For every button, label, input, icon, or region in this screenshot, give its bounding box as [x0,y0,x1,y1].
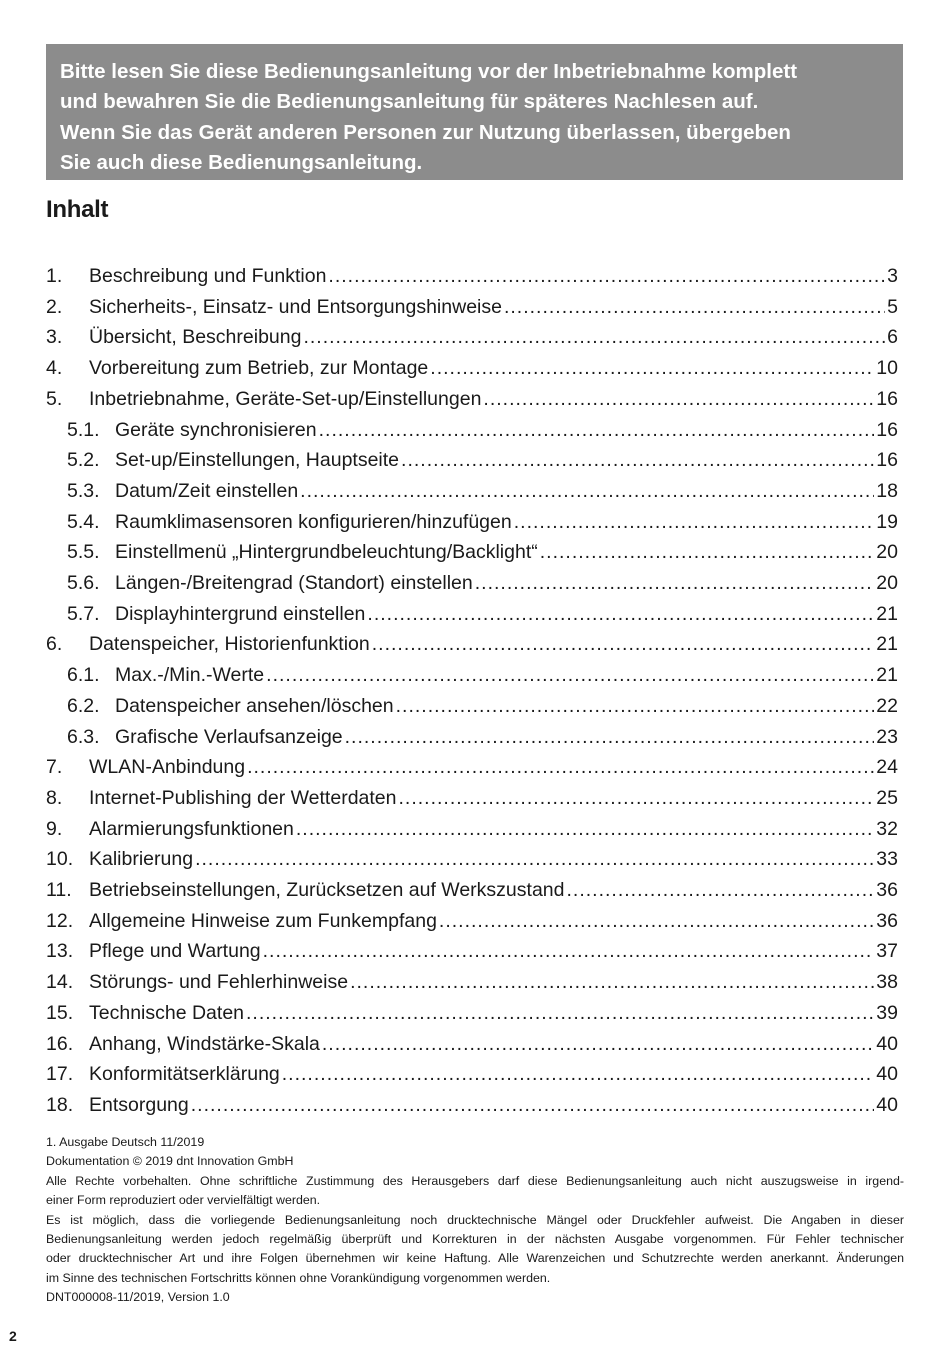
toc-entry-title: Allgemeine Hinweise zum Funkempfang [89,909,437,932]
toc-entry-number: 9. [46,817,63,840]
toc-entry-page: 40 [876,1063,898,1086]
notice-line: und bewahren Sie die Bedienungsanleitung für späteres Nachlesen auf. [60,90,759,114]
reading-notice-box [46,44,903,180]
toc-entry-page: 33 [876,848,898,871]
toc-leader-dots [399,783,875,814]
toc-entry-number: 5.4. [67,510,100,533]
disclaimer-text: oder drucktechnischer Art und ihre Folgen übernehmen wir keine Haftung. Alle Warenzeichen und Schutzrechte werden anerkannt. Änderungen [46,1251,904,1266]
toc-entry-page: 18 [876,479,898,502]
toc-entry-page: 10 [876,357,898,380]
toc-leader-dots [263,936,875,967]
toc-entry-number: 16. [46,1032,74,1055]
toc-entry-page: 23 [876,725,898,748]
disclaimer-text: im Sinne des technischen Fortschritts können ohne Vorankündigung vorgenommen werden. [46,1270,551,1285]
toc-leader-dots [439,906,874,937]
toc-entry-title: Alarmierungsfunktionen [89,817,294,840]
toc-entry-page: 5 [887,295,898,318]
toc-entry-number: 12. [46,909,74,932]
toc-leader-dots [322,1029,874,1060]
toc-entry-title: Beschreibung und Funktion [89,265,327,287]
toc-entry-number: 13. [46,940,74,963]
toc-entry-title: Einstellmenü „Hintergrundbeleuchtung/Backlight“ [115,541,538,564]
toc-entry-page: 20 [876,572,898,594]
toc-entry-number: 5. [46,387,63,410]
toc-entry-number: 5.1. [67,418,100,441]
toc-leader-dots [483,384,874,415]
toc-entry-title: Internet-Publishing der Wetterdaten [89,786,397,809]
toc-entry[interactable] [0,814,950,845]
toc-entry-page: 20 [876,541,898,564]
toc-entry-title: WLAN-Anbindung [89,756,246,779]
toc-leader-dots [328,261,885,292]
toc-entry-page: 21 [876,633,898,656]
toc-entry-number: 10. [46,848,74,871]
toc-entry-number: 18. [46,1093,74,1116]
toc-entry-title: Technische Daten [89,1001,245,1024]
toc-leader-dots [303,322,885,353]
toc-leader-dots [300,476,874,507]
toc-entry-title: Datenspeicher ansehen/löschen [115,694,394,717]
toc-entry[interactable] [0,384,950,415]
disclaimer-text: Bedienungsanleitung werden jedoch regelmäßig überprüft und Korrekturen in der nächsten Ausgabe vorgenommen. Für Fehler technischer [46,1232,904,1247]
toc-entry-title: Max.-/Min.-Werte [115,664,265,687]
toc-entry-title: Störungs- und Fehlerhinweise [89,971,349,994]
toc-entry-number: 6.3. [67,725,100,748]
toc-leader-dots [504,292,885,323]
toc-entry[interactable] [0,353,950,384]
toc-entry[interactable] [0,936,950,967]
toc-entry-number: 8. [46,786,63,809]
toc-entry-page: 19 [876,510,898,533]
toc-leader-dots [191,1090,875,1121]
notice-line: Sie auch diese Bedienungsanleitung. [60,151,423,175]
toc-entry[interactable] [0,415,950,446]
toc-entry-page: 21 [876,664,898,687]
toc-entry-title: Pflege und Wartung [89,940,261,963]
toc-leader-dots [401,445,874,476]
toc-leader-dots [195,844,874,875]
toc-entry[interactable] [0,322,950,353]
toc-entry[interactable] [0,752,950,783]
document-id: DNT000008-11/2019, Version 1.0 [46,1290,230,1305]
toc-entry-page: 3 [887,265,898,287]
toc-entry[interactable] [0,722,950,753]
toc-entry-page: 40 [876,1093,898,1116]
toc-entry[interactable] [0,875,950,906]
toc-entry[interactable] [0,783,950,814]
toc-leader-dots [396,691,875,722]
imprint-footer [46,1133,904,1308]
toc-leader-dots [367,599,874,630]
toc-entry[interactable] [0,906,950,937]
toc-entry-title: Datenspeicher, Historienfunktion [89,633,370,656]
toc-entry-number: 14. [46,971,74,994]
toc-entry[interactable] [0,568,950,599]
toc-entry[interactable] [0,261,950,292]
toc-entry-page: 16 [876,418,898,441]
toc-leader-dots [475,568,875,599]
toc-entry-number: 2. [46,295,63,318]
toc-entry-number: 17. [46,1063,74,1086]
toc-entry[interactable] [0,445,950,476]
toc-entry-title: Displayhintergrund einstellen [115,602,366,625]
toc-entry[interactable] [0,537,950,568]
toc-entry-number: 15. [46,1001,74,1024]
toc-entry-title: Inbetriebnahme, Geräte-Set-up/Einstellungen [89,387,482,410]
toc-leader-dots [350,967,874,998]
toc-entry[interactable] [0,476,950,507]
toc-entry-number: 6.2. [67,694,100,717]
toc-entry[interactable] [0,1029,950,1060]
toc-entry-number: 11. [46,879,72,901]
toc-entry-title: Geräte synchronisieren [115,418,317,441]
contents-heading: Inhalt [46,196,109,223]
toc-entry-title: Längen-/Breitengrad (Standort) einstellen [115,572,473,594]
notice-line: Bitte lesen Sie diese Bedienungsanleitung vor der Inbetriebnahme komplett [60,60,798,83]
toc-leader-dots [296,814,874,845]
toc-entry-title: Datum/Zeit einstellen [115,479,299,502]
disclaimer-text: Es ist möglich, dass die vorliegende Bedienungsanleitung noch drucktechnische Mängel oder Druckfehler aufweist. Die Angaben in dieser [46,1212,904,1227]
toc-entry-number: 1. [46,265,63,287]
toc-entry[interactable] [0,292,950,323]
toc-leader-dots [266,660,874,691]
toc-entry-title: Konformitätserklärung [89,1063,280,1086]
toc-entry-number: 5.3. [67,479,100,502]
toc-entry[interactable] [0,629,950,660]
toc-entry-title: Vorbereitung zum Betrieb, zur Montage [89,357,429,380]
toc-entry[interactable] [0,660,950,691]
rights-text: Alle Rechte vorbehalten. Ohne schriftliche Zustimmung des Herausgebers darf diese Bedienungsanleitung auch nicht auszugsweise in irgend- [46,1173,904,1188]
toc-entry-page: 38 [876,971,898,994]
toc-entry-page: 39 [876,1001,898,1024]
toc-entry-title: Entsorgung [89,1093,189,1116]
toc-entry-number: 5.5. [67,541,100,564]
toc-entry-page: 22 [876,694,898,717]
toc-entry-page: 25 [876,786,898,809]
toc-entry-number: 5.7. [67,602,100,625]
edition-text: 1. Ausgabe Deutsch 11/2019 [46,1135,205,1149]
toc-leader-dots [514,507,875,538]
toc-entry-title: Raumklimasensoren konfigurieren/hinzufügen [115,510,512,533]
toc-leader-dots [566,875,874,906]
toc-entry-number: 5.2. [67,449,100,472]
toc-leader-dots [246,998,874,1029]
toc-entry-page: 6 [887,326,898,349]
toc-entry-number: 3. [46,326,63,349]
toc-entry-title: Betriebseinstellungen, Zurücksetzen auf Werkszustand [89,879,565,901]
toc-entry-title: Set-up/Einstellungen, Hauptseite [115,449,400,472]
copyright-text: Dokumentation © 2019 dnt Innovation GmbH [46,1154,294,1169]
toc-leader-dots [282,1059,875,1090]
toc-entry-number: 4. [46,357,63,380]
toc-entry-number: 6. [46,633,63,656]
toc-entry[interactable] [0,1090,950,1121]
toc-entry-page: 24 [876,756,898,779]
toc-entry-title: Kalibrierung [89,848,194,871]
toc-leader-dots [247,752,874,783]
toc-entry-number: 7. [46,756,63,779]
toc-leader-dots [345,722,875,753]
toc-entry[interactable] [0,998,950,1029]
toc-entry[interactable] [0,599,950,630]
toc-entry-page: 36 [876,909,898,932]
toc-entry[interactable] [0,507,950,538]
toc-entry-page: 21 [876,602,898,625]
toc-entry-page: 37 [876,940,898,963]
rights-text: einer Form reproduziert oder vervielfältigt werden. [46,1193,321,1208]
toc-entry-page: 16 [876,449,898,472]
toc-entry[interactable] [0,967,950,998]
toc-entry-page: 40 [876,1032,898,1055]
toc-entry[interactable] [0,844,950,875]
toc-entry-title: Anhang, Windstärke-Skala [89,1032,320,1055]
toc-entry-page: 32 [876,817,898,840]
toc-leader-dots [372,629,875,660]
page-number: 2 [9,1328,17,1344]
toc-entry[interactable] [0,691,950,722]
toc-entry-number: 5.6. [67,572,100,594]
toc-entry-page: 36 [876,879,898,901]
notice-line: Wenn Sie das Gerät anderen Personen zur Nutzung überlassen, übergeben [60,120,791,144]
toc-entry-title: Sicherheits-, Einsatz- und Entsorgungshinweise [89,295,502,318]
toc-entry-title: Übersicht, Beschreibung [89,326,302,349]
toc-entry-page: 16 [876,387,898,410]
toc-leader-dots [319,415,875,446]
toc-leader-dots [540,537,875,568]
toc-entry-title: Grafische Verlaufsanzeige [115,725,343,748]
toc-leader-dots [430,353,874,384]
toc-entry-number: 6.1. [67,664,100,687]
toc-entry[interactable] [0,1059,950,1090]
